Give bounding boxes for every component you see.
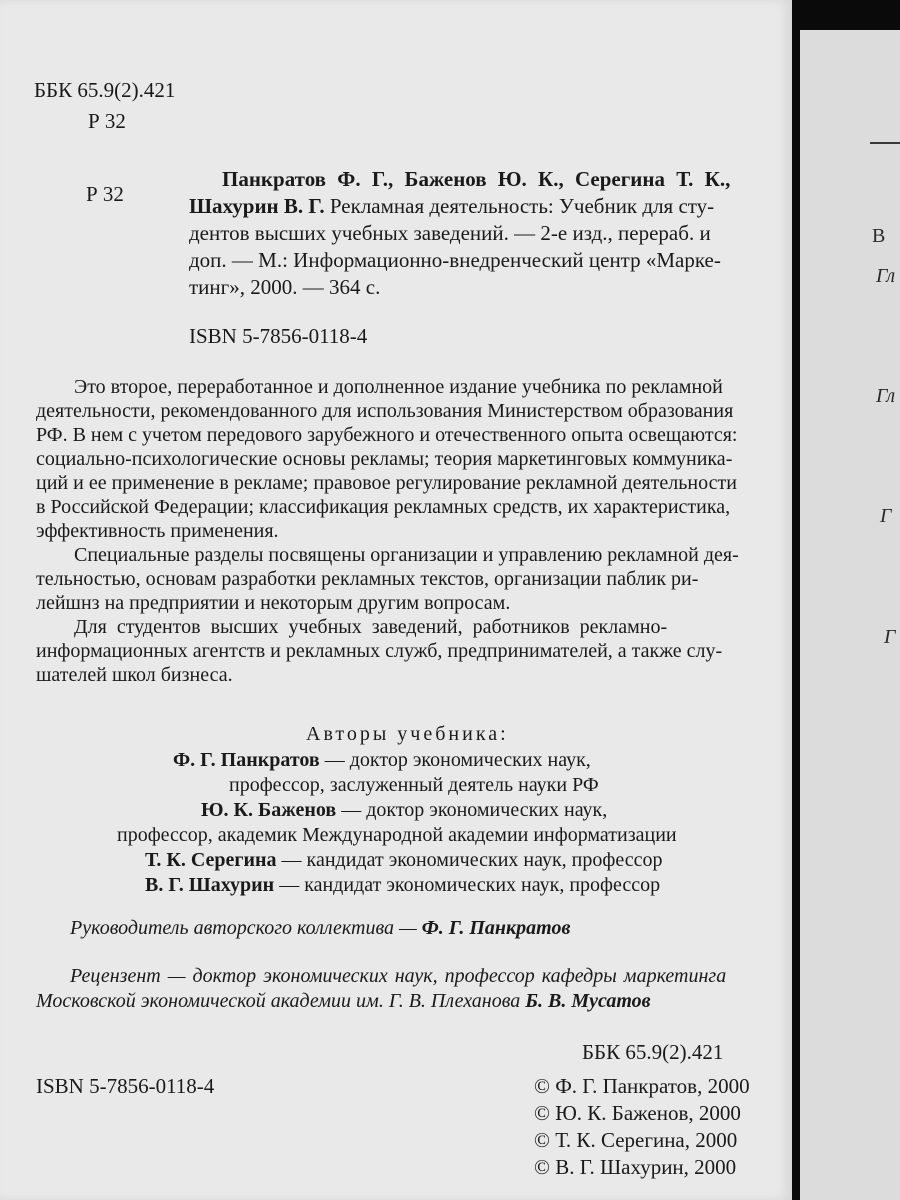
author-1 — [173, 750, 591, 770]
edge-text: В — [872, 225, 886, 247]
edge-text: Г — [880, 505, 892, 527]
author-mark-top: Р 32 — [88, 109, 126, 133]
edge-rule — [870, 142, 900, 144]
abstract-p1-line: деятельности, рекомендованного для использования Министерством образования — [36, 400, 734, 422]
authors-heading: Авторы учебника: — [306, 723, 509, 745]
author-4 — [145, 875, 660, 895]
next-page-edge — [800, 30, 900, 1200]
author-1-desc: — доктор экономических наук, — [319, 749, 591, 771]
reviewer-line1: Рецензент — доктор экономических наук, профессор кафедры маркетинга — [70, 965, 727, 987]
isbn-bottom: ISBN 5-7856-0118-4 — [36, 1074, 215, 1098]
abstract-paragraph-2 — [36, 543, 786, 615]
abstract-p1-line: социально-психологические основы рекламы; теория маркетинговых коммуника- — [36, 448, 733, 470]
biblio-authors-line1: Панкратов Ф. Г., Баженов Ю. К., Серегина Т. К., — [222, 167, 731, 191]
author-1-line2: профессор, заслуженный деятель науки РФ — [229, 774, 599, 796]
author-2-desc: — доктор экономических наук, — [336, 799, 608, 821]
author-2 — [201, 800, 607, 820]
author-1-name: Ф. Г. Панкратов — [173, 749, 320, 771]
author-3-name: Т. К. Серегина — [145, 849, 277, 871]
abstract-p2-line: Специальные разделы посвящены организации и управлению рекламной дея- — [74, 544, 739, 566]
author-4-desc: — кандидат экономических наук, профессор — [274, 874, 661, 896]
team-leader-label: Руководитель авторского коллектива — — [70, 917, 422, 939]
abstract-p1-line: в Российской Федерации; классификация рекламных средств, их характеристика, — [36, 496, 731, 518]
team-leader-name: Ф. Г. Панкратов — [421, 917, 571, 939]
abstract-p3-line: шателей школ бизнеса. — [36, 664, 233, 686]
abstract-p1-line: Это второе, переработанное и дополненное издание учебника по рекламной — [74, 376, 723, 398]
abstract-p1-line: ций и ее применение в рекламе; правовое регулирование рекламной деятельности — [36, 472, 737, 494]
bbk-code-bottom: ББК 65.9(2).421 — [582, 1040, 724, 1064]
abstract-p3-line: информационных агентств и рекламных служб, предпринимателей, а также слу- — [36, 640, 723, 662]
team-leader — [70, 918, 570, 938]
biblio-author-shakhurin: Шахурин В. Г. — [189, 194, 325, 218]
biblio-line3: дентов высших учебных заведений. — 2-е изд., перераб. и — [189, 221, 711, 245]
author-mark-left: Р 32 — [86, 182, 124, 206]
biblio-title: Рекламная деятельность: Учебник для сту- — [324, 194, 715, 218]
biblio-line5: тинг», 2000. — 364 с. — [189, 275, 381, 299]
author-2-line2: профессор, академик Международной академии информатизации — [117, 824, 677, 846]
author-3-desc: — кандидат экономических наук, профессор — [276, 849, 663, 871]
bbk-code-top: ББК 65.9(2).421 — [34, 78, 176, 102]
copyright-line: © Т. К. Серегина, 2000 — [534, 1128, 738, 1152]
copyright-line: © В. Г. Шахурин, 2000 — [534, 1155, 737, 1179]
biblio-line4: доп. — М.: Информационно-внедренческий центр «Марке- — [189, 248, 721, 272]
edge-text: Гл — [876, 385, 896, 407]
author-2-name: Ю. К. Баженов — [201, 799, 337, 821]
reviewer-name: Б. В. Мусатов — [525, 990, 651, 1012]
copyright-line: © Ф. Г. Панкратов, 2000 — [534, 1074, 750, 1098]
abstract-p1-line: эффективность применения. — [36, 520, 279, 542]
reviewer-line2 — [36, 991, 651, 1011]
reviewer-affiliation: Московской экономической академии им. Г. В. Плеханова — [36, 990, 526, 1012]
edge-text: Гл — [876, 265, 896, 287]
abstract-paragraph-1 — [36, 375, 786, 543]
abstract-p3-line: Для студентов высших учебных заведений, работников рекламно- — [74, 616, 668, 638]
author-4-name: В. Г. Шахурин — [145, 874, 275, 896]
biblio-isbn: ISBN 5-7856-0118-4 — [189, 324, 368, 348]
abstract-p2-line: лейшнз на предприятии и некоторым другим вопросам. — [36, 592, 511, 614]
abstract-p1-line: РФ. В нем с учетом передового зарубежного и отечественного опыта освещаются: — [36, 424, 738, 446]
author-3 — [145, 850, 662, 870]
abstract-paragraph-3 — [36, 615, 786, 687]
edge-text: Г — [884, 626, 896, 648]
biblio-line2 — [189, 196, 714, 217]
abstract-p2-line: тельностью, основам разработки рекламных текстов, организации паблик ри- — [36, 568, 699, 590]
copyright-line: © Ю. К. Баженов, 2000 — [534, 1101, 741, 1125]
